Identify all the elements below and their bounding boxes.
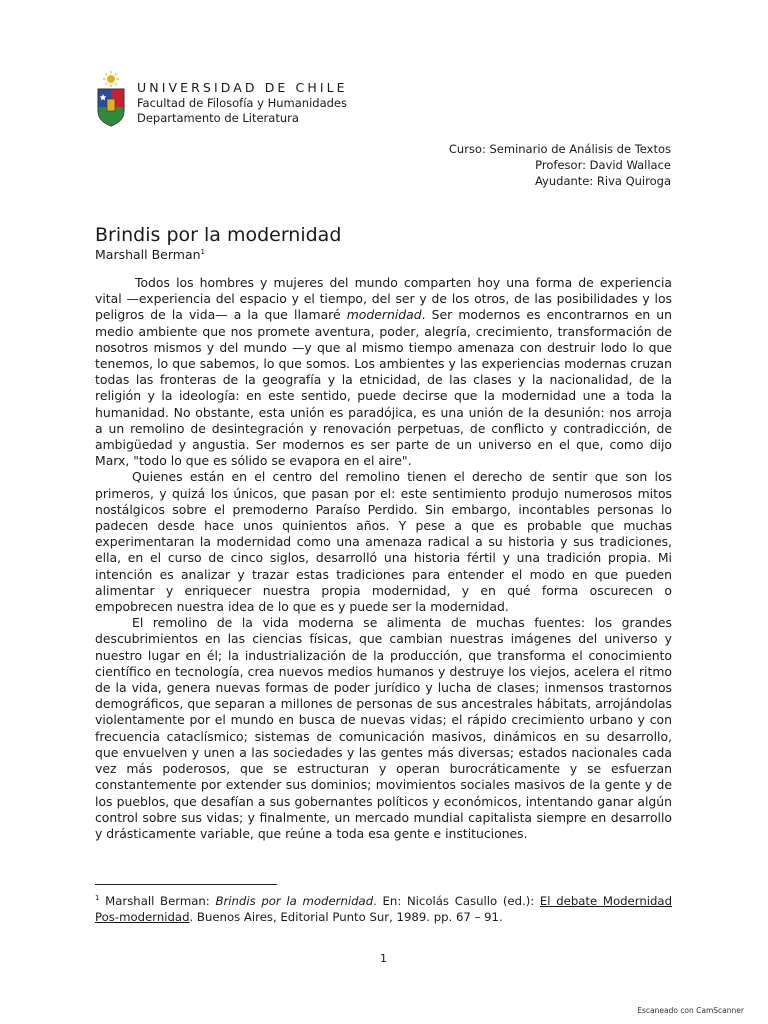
paragraph-1-text-b: . Ser modernos es encontrarnos en un medio ambiente que nos promete aventura, poder, alegría, crecimiento, transformación de nosotros mismos y del mundo —y que al mismo tiempo amenaza con destruir lodo lo que tenemos, lo que sabemos, lo que somos. Los ambientes y las experiencias modernas cruzan todas las fronteras de la geografía y la etnicidad, de las clases y la nacionalidad, de la religión y la ideología: en este sentido, puede decirse que la modernidad une a toda la humanidad. No obstante, esta unión es paradójica, es una unión de la desunión: nos arroja a un remolino de desintegración y renovación perpetuas, de conflicto y contradicción, de ambigüedad y angustia. Ser modernos es ser parte de un universo en el que, como dijo Marx, "todo lo que es sólido se evapora en el aire". (95, 307, 673, 469)
scanner-watermark: Escaneado con CamScanner (637, 1006, 744, 1015)
article-title: Brindis por la modernidad (95, 224, 342, 246)
paragraph-2: Quienes están en el centro del remolino tienen el derecho de sentir que son los primeros, y quizá los únicos, que pasan por el: este sentimiento produjo numerosos mitos nostálgicos sobre el premoderno Paraíso Perdido. Sin embargo, incontables personas lo padecen desde hace unos quinientos años. Y pese a que es probable que muchas experimentaran la modernidad como una amenaza radical a su historia y sus tradiciones, ella, en el curso de cinco siglos, desarrolló una historia fértil y una tradición propia. Mi intención es analizar y trazar estas tradiciones para entender el modo en que pueden alimentar y enriquecer nuestra propia modernidad, y en qué forma oscurecen o empobrecen nuestra idea de lo que es y puede ser la modernidad. (95, 469, 672, 615)
author-name: Marshall Berman (95, 247, 201, 262)
paragraph-1-text-a: Todos los hombres y mujeres del mundo comparten hoy una forma de experiencia vital —experiencia del espacio y el tiempo, del ser y de los otros, de las posibilidades y los peligros de la vida— a la que llamaré (95, 275, 672, 323)
course-name: Curso: Seminario de Análisis de Textos (448, 142, 671, 156)
university-name: UNIVERSIDAD DE CHILE (137, 80, 348, 95)
footnote (95, 890, 672, 925)
faculty-name: Facultad de Filosofía y Humanidades (137, 95, 347, 110)
sun-icon (103, 71, 119, 87)
footnote-publication: . Buenos Aires, Editorial Punto Sur, 1989. pp. 67 – 91. (189, 909, 503, 924)
footnote-editor: . En: Nicolás Casullo (ed.): (373, 893, 540, 908)
page-number: 1 (380, 952, 387, 965)
footnote-reference: 1 (200, 247, 206, 256)
institution-header (137, 80, 348, 127)
footnote-divider (95, 884, 277, 885)
course-info (449, 141, 671, 189)
footnote-book-title: El debate Modernidad Pos-modernidad (95, 893, 672, 924)
paragraph-1-emphasis: modernidad (346, 307, 422, 323)
footnote-work-title: Brindis por la modernidad (215, 893, 374, 908)
footnote-prefix: Marshall Berman: (99, 893, 216, 908)
professor-name: Profesor: David Wallace (535, 158, 671, 172)
footnote-marker: 1 (95, 894, 100, 902)
article-body (95, 275, 672, 842)
article-author (95, 247, 205, 262)
paragraph-1 (95, 275, 672, 469)
department-name: Departamento de Literatura (137, 111, 299, 125)
assistant-name: Ayudante: Riva Quiroga (534, 174, 671, 188)
paragraph-3: El remolino de la vida moderna se alimenta de muchas fuentes: los grandes descubrimientos en las ciencias físicas, que cambian nuestras imágenes del universo y nuestro lugar en él; la industrialización de la producción, que transforma el conocimiento científico en tecnología, crea nuevos medios humanos y destruye los viejos, acelera el ritmo de la vida, genera nuevas formas de poder jurídico y lucha de clases; inmensos trastornos demográficos, que separan a millones de personas de sus ancestrales hábitats, arrojándolas violentamente por el mundo en busca de nuevas vidas; el rápido crecimiento urbano y con frecuencia cataclísmico; sistemas de comunicación masivos, dinámicos en su desarrollo, que envuelven y unen a las sociedades y las gentes más diversas; estados nacionales cada vez más poderosos, que se estructuran y operan burocráticamente y se esfuerzan constantemente por extender sus dominios; movimientos sociales masivos de la gente y de los pueblos, que desafían a sus gobernantes políticos y económicos, intentando ganar algún control sobre sus vidas; y finalmente, un mercado mundial capitalista siempre en desarrollo y drásticamente variable, que reúne a toda esa gente e instituciones. (95, 615, 672, 841)
university-seal-icon (95, 71, 127, 127)
